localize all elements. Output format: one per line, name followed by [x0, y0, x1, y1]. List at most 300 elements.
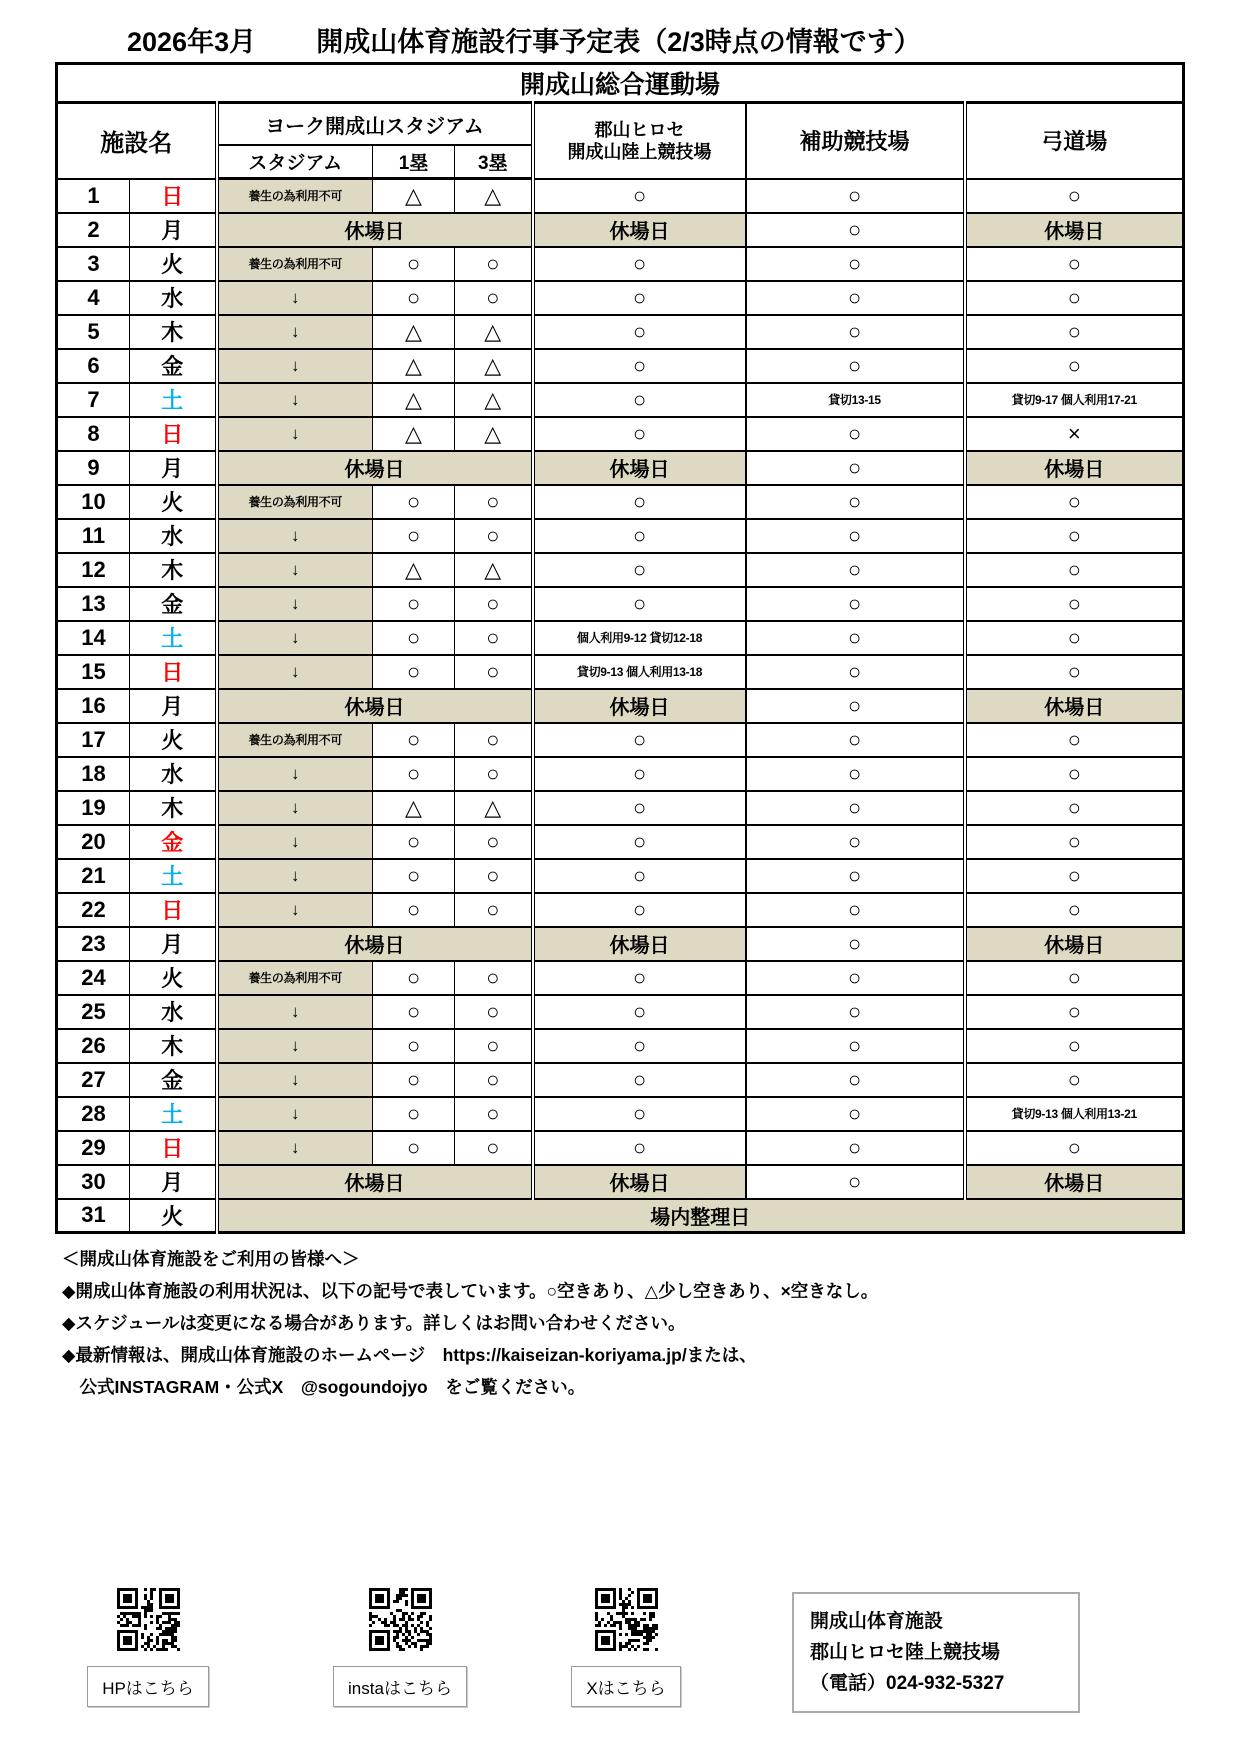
status-cell: ↓	[217, 859, 373, 893]
schedule-table	[55, 62, 1185, 1234]
status-cell: 休場日	[965, 927, 1184, 961]
status-cell: 貸切9-13 個人利用13-18	[533, 655, 746, 689]
status-cell: ○	[373, 519, 455, 553]
status-cell: ↓	[217, 349, 373, 383]
status-cell: △	[455, 383, 533, 417]
status-cell: ↓	[217, 621, 373, 655]
status-cell: ○	[533, 315, 746, 349]
day-number-cell: 26	[57, 1029, 130, 1063]
status-cell: ○	[455, 723, 533, 757]
status-cell: ○	[746, 621, 965, 655]
title-month: 2026年3月	[127, 27, 257, 57]
status-cell: ↓	[217, 1029, 373, 1063]
weekday-cell: 月	[130, 213, 217, 247]
status-cell: ○	[373, 893, 455, 927]
status-cell: 休場日	[217, 927, 533, 961]
notes-block	[62, 1243, 1192, 1403]
status-cell: ○	[965, 893, 1184, 927]
day-number-cell: 17	[57, 723, 130, 757]
status-cell: △	[373, 179, 455, 213]
col-header-base3: 3塁	[455, 145, 533, 179]
day-number-cell: 12	[57, 553, 130, 587]
status-cell: ○	[746, 1029, 965, 1063]
qr-label-hp: HPはこちら	[87, 1666, 209, 1707]
status-cell: ○	[373, 1131, 455, 1165]
status-cell: ↓	[217, 791, 373, 825]
weekday-cell: 土	[130, 383, 217, 417]
weekday-cell: 日	[130, 893, 217, 927]
day-row-29	[57, 1131, 1184, 1165]
weekday-cell: 月	[130, 927, 217, 961]
status-cell: ○	[533, 893, 746, 927]
status-cell: ○	[746, 859, 965, 893]
status-cell: △	[455, 791, 533, 825]
qr-group-instagram	[327, 1588, 473, 1707]
contact-box	[792, 1592, 1080, 1713]
weekday-cell: 土	[130, 1097, 217, 1131]
status-cell: ↓	[217, 893, 373, 927]
status-cell: ○	[533, 1029, 746, 1063]
status-cell: ↓	[217, 1131, 373, 1165]
status-cell: ○	[965, 315, 1184, 349]
status-cell: ○	[373, 859, 455, 893]
status-cell: ○	[533, 723, 746, 757]
status-cell: 休場日	[533, 451, 746, 485]
weekday-cell: 日	[130, 1131, 217, 1165]
day-row-22	[57, 893, 1184, 927]
day-row-12	[57, 553, 1184, 587]
qr-code-hp	[117, 1588, 180, 1656]
status-cell: ○	[455, 587, 533, 621]
col-header-base1: 1塁	[373, 145, 455, 179]
status-cell: ↓	[217, 587, 373, 621]
status-cell: ×	[965, 417, 1184, 451]
status-cell: △	[373, 383, 455, 417]
weekday-cell: 金	[130, 349, 217, 383]
status-cell: ○	[746, 995, 965, 1029]
status-cell: ○	[965, 1131, 1184, 1165]
status-cell: 休場日	[533, 927, 746, 961]
status-cell: 休場日	[965, 451, 1184, 485]
page-title-row	[55, 20, 1182, 58]
status-cell: ○	[455, 859, 533, 893]
status-cell: ○	[965, 1063, 1184, 1097]
status-cell: 休場日	[533, 213, 746, 247]
header-line-1: 郡山ヒロセ	[594, 119, 685, 140]
status-cell: 場内整理日	[217, 1199, 1184, 1233]
qr-group-hp	[75, 1588, 221, 1707]
weekday-cell: 水	[130, 519, 217, 553]
status-cell: 休場日	[217, 213, 533, 247]
notes-heading: ＜開成山体育施設をご利用の皆様へ＞	[62, 1249, 360, 1269]
status-cell: 貸切9-13 個人利用13-21	[965, 1097, 1184, 1131]
status-cell: ○	[455, 621, 533, 655]
note-line: 公式INSTAGRAM・公式X @sogoundojyo をご覧ください。	[62, 1377, 586, 1397]
col-header-kyudo: 弓道場	[965, 103, 1184, 179]
day-row-16	[57, 689, 1184, 723]
status-cell: ○	[965, 485, 1184, 519]
status-cell: ○	[533, 859, 746, 893]
weekday-cell: 日	[130, 655, 217, 689]
qr-label-x: Xはこちら	[571, 1666, 680, 1707]
status-cell: ○	[455, 485, 533, 519]
status-cell: ○	[373, 757, 455, 791]
status-cell: △	[455, 315, 533, 349]
day-row-23	[57, 927, 1184, 961]
day-number-cell: 21	[57, 859, 130, 893]
status-cell: △	[455, 417, 533, 451]
weekday-cell: 月	[130, 1165, 217, 1199]
status-cell: 休場日	[533, 1165, 746, 1199]
day-row-17	[57, 723, 1184, 757]
status-cell: ↓	[217, 553, 373, 587]
weekday-cell: 水	[130, 757, 217, 791]
status-cell: 貸切13-15	[746, 383, 965, 417]
status-cell: ○	[746, 417, 965, 451]
status-cell: ○	[455, 1063, 533, 1097]
status-cell: ○	[746, 485, 965, 519]
day-number-cell: 20	[57, 825, 130, 859]
status-cell: ○	[455, 519, 533, 553]
status-cell: ○	[373, 1029, 455, 1063]
day-number-cell: 6	[57, 349, 130, 383]
status-cell: ○	[373, 995, 455, 1029]
day-row-8	[57, 417, 1184, 451]
day-number-cell: 11	[57, 519, 130, 553]
status-cell: ○	[746, 961, 965, 995]
day-number-cell: 24	[57, 961, 130, 995]
status-cell: ○	[373, 485, 455, 519]
weekday-cell: 金	[130, 1063, 217, 1097]
status-cell: ○	[533, 383, 746, 417]
status-cell: ○	[965, 859, 1184, 893]
status-cell: ○	[373, 961, 455, 995]
status-cell: △	[373, 349, 455, 383]
status-cell: ○	[746, 1165, 965, 1199]
day-row-21	[57, 859, 1184, 893]
status-cell: ○	[746, 587, 965, 621]
status-cell: ↓	[217, 383, 373, 417]
note-line: ◆開成山体育施設の利用状況は、以下の記号で表しています。○空きあり、△少し空きあり、×空きなし。	[62, 1281, 879, 1301]
status-cell: ↓	[217, 315, 373, 349]
status-cell: ○	[965, 621, 1184, 655]
contact-phone: （電話）024-932-5327	[810, 1673, 1005, 1694]
status-cell: ○	[455, 825, 533, 859]
weekday-cell: 土	[130, 621, 217, 655]
day-row-3	[57, 247, 1184, 281]
status-cell: ↓	[217, 281, 373, 315]
weekday-cell: 火	[130, 1199, 217, 1233]
status-cell: ○	[373, 825, 455, 859]
day-row-6	[57, 349, 1184, 383]
status-cell: ○	[965, 655, 1184, 689]
status-cell: ○	[373, 723, 455, 757]
status-cell: ↓	[217, 825, 373, 859]
day-row-28	[57, 1097, 1184, 1131]
status-cell: ○	[746, 315, 965, 349]
qr-label-instagram: instaはこちら	[333, 1666, 467, 1707]
status-cell: ○	[965, 281, 1184, 315]
status-cell: △	[373, 553, 455, 587]
day-row-1	[57, 179, 1184, 213]
day-row-26	[57, 1029, 1184, 1063]
status-cell: ↓	[217, 519, 373, 553]
col-header-york-stadium: ヨーク開成山スタジアム	[217, 103, 533, 146]
note-line: ◆最新情報は、開成山体育施設のホームページ https://kaiseizan-koriyama.jp/または、	[62, 1345, 757, 1365]
venue-header: 開成山総合運動場	[57, 64, 1184, 103]
status-cell: △	[455, 179, 533, 213]
status-cell: ○	[455, 995, 533, 1029]
day-number-cell: 31	[57, 1199, 130, 1233]
day-number-cell: 27	[57, 1063, 130, 1097]
status-cell: 休場日	[965, 213, 1184, 247]
status-cell: 個人利用9-12 貸切12-18	[533, 621, 746, 655]
status-cell: 養生の為利用不可	[217, 485, 373, 519]
status-cell: 休場日	[965, 689, 1184, 723]
status-cell: ↓	[217, 757, 373, 791]
day-row-5	[57, 315, 1184, 349]
status-cell: ○	[533, 1097, 746, 1131]
status-cell: ○	[533, 281, 746, 315]
schedule-body	[57, 179, 1184, 1233]
status-cell: ○	[455, 961, 533, 995]
weekday-cell: 火	[130, 247, 217, 281]
status-cell: 休場日	[965, 1165, 1184, 1199]
note-line: ◆スケジュールは変更になる場合があります。詳しくはお問い合わせください。	[62, 1313, 686, 1333]
status-cell: ○	[373, 281, 455, 315]
weekday-cell: 月	[130, 689, 217, 723]
status-cell: ○	[533, 519, 746, 553]
status-cell: 休場日	[533, 689, 746, 723]
status-cell: ↓	[217, 1097, 373, 1131]
status-cell: ○	[965, 825, 1184, 859]
status-cell: ○	[373, 621, 455, 655]
day-number-cell: 16	[57, 689, 130, 723]
status-cell: ○	[746, 723, 965, 757]
status-cell: ○	[746, 825, 965, 859]
status-cell: △	[373, 417, 455, 451]
status-cell: ○	[455, 281, 533, 315]
day-number-cell: 2	[57, 213, 130, 247]
weekday-cell: 金	[130, 587, 217, 621]
day-row-11	[57, 519, 1184, 553]
day-number-cell: 19	[57, 791, 130, 825]
status-cell: ○	[965, 587, 1184, 621]
contact-venue-name: 郡山ヒロセ陸上競技場	[810, 1642, 1001, 1663]
day-number-cell: 1	[57, 179, 130, 213]
status-cell: ○	[965, 961, 1184, 995]
col-header-stadium: スタジアム	[217, 145, 373, 179]
status-cell: ○	[746, 655, 965, 689]
status-cell: ○	[746, 281, 965, 315]
status-cell: ↓	[217, 417, 373, 451]
day-number-cell: 9	[57, 451, 130, 485]
status-cell: ○	[965, 995, 1184, 1029]
day-number-cell: 4	[57, 281, 130, 315]
status-cell: ○	[965, 757, 1184, 791]
qr-group-x	[556, 1588, 696, 1707]
status-cell: ○	[746, 1097, 965, 1131]
day-number-cell: 22	[57, 893, 130, 927]
status-cell: ○	[533, 791, 746, 825]
status-cell: ○	[746, 519, 965, 553]
status-cell: ○	[746, 1131, 965, 1165]
status-cell: ○	[533, 587, 746, 621]
qr-code-x	[595, 1588, 658, 1656]
status-cell: ○	[965, 791, 1184, 825]
day-row-2	[57, 213, 1184, 247]
weekday-cell: 水	[130, 281, 217, 315]
day-row-14	[57, 621, 1184, 655]
status-cell: △	[455, 349, 533, 383]
day-number-cell: 7	[57, 383, 130, 417]
qr-code-instagram	[369, 1588, 432, 1656]
weekday-cell: 火	[130, 723, 217, 757]
status-cell: 貸切9-17 個人利用17-21	[965, 383, 1184, 417]
day-row-4	[57, 281, 1184, 315]
day-number-cell: 18	[57, 757, 130, 791]
venue-header-row	[57, 64, 1184, 103]
weekday-cell: 日	[130, 417, 217, 451]
day-number-cell: 10	[57, 485, 130, 519]
status-cell: ○	[965, 723, 1184, 757]
day-number-cell: 23	[57, 927, 130, 961]
status-cell: 養生の為利用不可	[217, 247, 373, 281]
page-title: 開成山体育施設行事予定表（2/3時点の情報です）	[316, 27, 921, 57]
status-cell: ○	[746, 927, 965, 961]
status-cell: ○	[533, 349, 746, 383]
day-row-20	[57, 825, 1184, 859]
col-header-facility: 施設名	[57, 103, 217, 179]
status-cell: △	[373, 315, 455, 349]
weekday-cell: 木	[130, 553, 217, 587]
status-cell: ○	[455, 1131, 533, 1165]
status-cell: ○	[533, 485, 746, 519]
status-cell: ○	[373, 655, 455, 689]
day-row-7	[57, 383, 1184, 417]
weekday-cell: 月	[130, 451, 217, 485]
status-cell: ○	[373, 1097, 455, 1131]
status-cell: ○	[533, 247, 746, 281]
day-number-cell: 25	[57, 995, 130, 1029]
status-cell: ○	[746, 893, 965, 927]
weekday-cell: 木	[130, 791, 217, 825]
weekday-cell: 日	[130, 179, 217, 213]
status-cell: ○	[965, 519, 1184, 553]
day-row-25	[57, 995, 1184, 1029]
status-cell: ○	[455, 655, 533, 689]
status-cell: ○	[746, 1063, 965, 1097]
status-cell: ○	[965, 349, 1184, 383]
day-row-24	[57, 961, 1184, 995]
day-number-cell: 30	[57, 1165, 130, 1199]
day-row-13	[57, 587, 1184, 621]
day-number-cell: 29	[57, 1131, 130, 1165]
status-cell: 養生の為利用不可	[217, 961, 373, 995]
weekday-cell: 木	[130, 1029, 217, 1063]
day-row-15	[57, 655, 1184, 689]
status-cell: ○	[746, 553, 965, 587]
facility-header-row	[57, 103, 1184, 146]
day-number-cell: 3	[57, 247, 130, 281]
contact-facility-name: 開成山体育施設	[810, 1611, 944, 1632]
status-cell: ○	[533, 1063, 746, 1097]
status-cell: ○	[455, 247, 533, 281]
status-cell: ○	[746, 689, 965, 723]
status-cell: ↓	[217, 655, 373, 689]
status-cell: ↓	[217, 995, 373, 1029]
day-number-cell: 15	[57, 655, 130, 689]
status-cell: ○	[965, 1029, 1184, 1063]
day-row-9	[57, 451, 1184, 485]
status-cell: ○	[455, 757, 533, 791]
status-cell: ○	[746, 757, 965, 791]
day-row-10	[57, 485, 1184, 519]
status-cell: ○	[373, 1063, 455, 1097]
status-cell: ○	[455, 893, 533, 927]
status-cell: ○	[373, 587, 455, 621]
day-number-cell: 14	[57, 621, 130, 655]
day-number-cell: 28	[57, 1097, 130, 1131]
status-cell: ○	[455, 1029, 533, 1063]
col-header-rikujo	[533, 103, 746, 179]
status-cell: ○	[746, 213, 965, 247]
weekday-cell: 木	[130, 315, 217, 349]
status-cell: ○	[533, 1131, 746, 1165]
weekday-cell: 土	[130, 859, 217, 893]
day-row-18	[57, 757, 1184, 791]
status-cell: ○	[746, 451, 965, 485]
status-cell: 養生の為利用不可	[217, 179, 373, 213]
weekday-cell: 火	[130, 485, 217, 519]
status-cell: △	[455, 553, 533, 587]
status-cell: ↓	[217, 1063, 373, 1097]
status-cell: ○	[533, 179, 746, 213]
day-number-cell: 8	[57, 417, 130, 451]
status-cell: ○	[965, 247, 1184, 281]
status-cell: 休場日	[217, 451, 533, 485]
day-row-31	[57, 1199, 1184, 1233]
status-cell: ○	[746, 247, 965, 281]
status-cell: ○	[746, 791, 965, 825]
status-cell: ○	[533, 757, 746, 791]
status-cell: ○	[533, 417, 746, 451]
status-cell: ○	[965, 553, 1184, 587]
status-cell: ○	[533, 825, 746, 859]
day-row-30	[57, 1165, 1184, 1199]
status-cell: ○	[455, 1097, 533, 1131]
status-cell: ○	[533, 995, 746, 1029]
weekday-cell: 火	[130, 961, 217, 995]
status-cell: ○	[533, 961, 746, 995]
day-number-cell: 5	[57, 315, 130, 349]
header-line-2: 開成山陸上競技場	[567, 141, 712, 162]
col-header-hojo: 補助競技場	[746, 103, 965, 179]
weekday-cell: 金	[130, 825, 217, 859]
day-row-27	[57, 1063, 1184, 1097]
day-row-19	[57, 791, 1184, 825]
day-number-cell: 13	[57, 587, 130, 621]
status-cell: ○	[746, 179, 965, 213]
status-cell: △	[373, 791, 455, 825]
status-cell: ○	[533, 553, 746, 587]
status-cell: ○	[373, 247, 455, 281]
weekday-cell: 水	[130, 995, 217, 1029]
status-cell: 休場日	[217, 689, 533, 723]
status-cell: ○	[746, 349, 965, 383]
status-cell: ○	[965, 179, 1184, 213]
status-cell: 休場日	[217, 1165, 533, 1199]
